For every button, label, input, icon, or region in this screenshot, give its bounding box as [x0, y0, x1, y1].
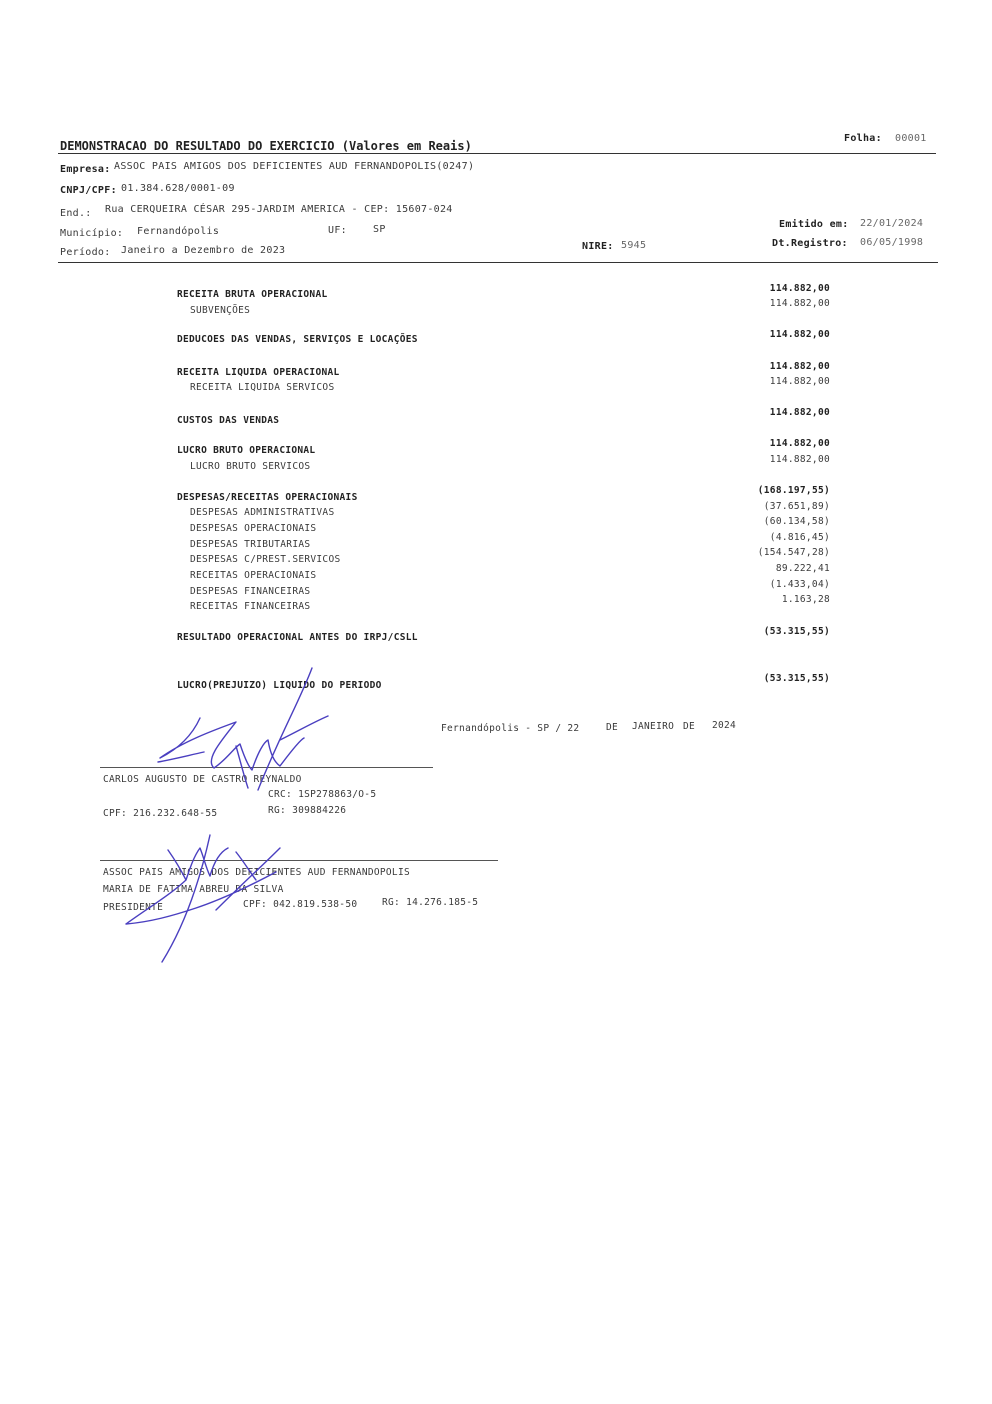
empresa-value: ASSOC PAIS AMIGOS DOS DEFICIENTES AUD FERNANDOPOLIS(0247)	[114, 161, 475, 172]
emitido-value: 22/01/2024	[860, 218, 924, 229]
line-label: DEDUCOES DAS VENDAS, SERVIÇOS E LOCAÇÕES	[177, 334, 418, 345]
folha-label: Folha:	[844, 133, 882, 144]
folha-value: 00001	[895, 133, 927, 144]
line-value: 114.882,00	[769, 376, 830, 387]
line-label: DESPESAS OPERACIONAIS	[190, 523, 317, 534]
line-value: (53.315,55)	[763, 626, 830, 637]
empresa-label: Empresa:	[60, 164, 111, 175]
line-label: RECEITAS OPERACIONAIS	[190, 570, 317, 581]
line-label: RECEITAS FINANCEIRAS	[190, 601, 311, 612]
president-cpf: CPF: 042.819.538-50	[243, 899, 358, 910]
president-rg: RG: 14.276.185-5	[382, 897, 479, 908]
header-rule-bottom	[58, 262, 938, 263]
line-value: 114.882,00	[769, 361, 830, 372]
line-label: RECEITA BRUTA OPERACIONAL	[177, 289, 328, 300]
line-value: (60.134,58)	[763, 516, 830, 527]
line-label: RECEITA LIQUIDA SERVICOS	[190, 382, 335, 393]
line-label: DESPESAS/RECEITAS OPERACIONAIS	[177, 492, 358, 503]
accountant-cpf: CPF: 216.232.648-55	[103, 808, 218, 819]
line-value: 114.882,00	[769, 283, 830, 294]
header-rule-top	[58, 153, 936, 154]
line-label: LUCRO(PREJUIZO) LIQUIDO DO PERIODO	[177, 680, 382, 691]
line-value: (53.315,55)	[763, 673, 830, 684]
line-value: (154.547,28)	[757, 547, 830, 558]
line-value: (37.651,89)	[763, 501, 830, 512]
line-label: RECEITA LIQUIDA OPERACIONAL	[177, 367, 340, 378]
registro-value: 06/05/1998	[860, 237, 924, 248]
line-value: 114.882,00	[769, 454, 830, 465]
uf-label: UF:	[328, 225, 347, 236]
line-label: DESPESAS ADMINISTRATIVAS	[190, 507, 335, 518]
cnpj-value: 01.384.628/0001-09	[121, 183, 235, 194]
president-name: MARIA DE FATIMA ABREU DA SILVA	[103, 884, 284, 895]
periodo-label: Período:	[60, 247, 111, 258]
line-value: 114.882,00	[769, 329, 830, 340]
president-entity: ASSOC PAIS AMIGOS DOS DEFICIENTES AUD FERNANDOPOLIS	[103, 867, 410, 878]
place-month: JANEIRO	[632, 721, 675, 732]
line-value: 1.163,28	[781, 594, 830, 605]
registro-label: Dt.Registro:	[772, 238, 848, 249]
nire-value: 5945	[621, 240, 647, 251]
president-signature-line	[100, 860, 498, 861]
document-title: DEMONSTRACAO DO RESULTADO DO EXERCICIO (Valores em Reais)	[60, 139, 472, 153]
accountant-name: CARLOS AUGUSTO DE CASTRO REYNALDO	[103, 774, 302, 785]
line-value: 89.222,41	[775, 563, 830, 574]
line-label: DESPESAS FINANCEIRAS	[190, 586, 311, 597]
line-value: 114.882,00	[769, 407, 830, 418]
place-city: Fernandópolis - SP / 22	[441, 723, 580, 734]
line-label: CUSTOS DAS VENDAS	[177, 415, 280, 426]
line-label: SUBVENÇÕES	[190, 305, 251, 316]
line-value: (4.816,45)	[769, 532, 830, 543]
line-value: (1.433,04)	[769, 579, 830, 590]
accountant-signature-line	[100, 767, 433, 768]
line-value: 114.882,00	[769, 438, 830, 449]
place-de-1: DE	[606, 722, 619, 733]
line-label: DESPESAS C/PREST.SERVICOS	[190, 554, 341, 565]
line-label: LUCRO BRUTO OPERACIONAL	[177, 445, 316, 456]
periodo-value: Janeiro a Dezembro de 2023	[121, 245, 286, 256]
president-role: PRESIDENTE	[103, 902, 164, 913]
place-year: 2024	[712, 720, 737, 731]
accountant-crc: CRC: 1SP278863/O-5	[268, 789, 377, 800]
municipio-label: Município:	[60, 228, 124, 239]
line-value: (168.197,55)	[757, 485, 830, 496]
nire-label: NIRE:	[582, 241, 614, 252]
line-label: RESULTADO OPERACIONAL ANTES DO IRPJ/CSLL	[177, 632, 418, 643]
line-label: LUCRO BRUTO SERVICOS	[190, 461, 311, 472]
cnpj-label: CNPJ/CPF:	[60, 185, 117, 196]
line-label: DESPESAS TRIBUTARIAS	[190, 539, 311, 550]
municipio-value: Fernandópolis	[137, 226, 220, 237]
endereco-value: Rua CERQUEIRA CÉSAR 295-JARDIM AMERICA - CEP: 15607-024	[105, 204, 453, 215]
uf-value: SP	[373, 224, 386, 235]
endereco-label: End.:	[60, 208, 92, 219]
line-value: 114.882,00	[769, 298, 830, 309]
emitido-label: Emitido em:	[779, 219, 849, 230]
accountant-rg: RG: 309884226	[268, 805, 347, 816]
place-de-2: DE	[683, 721, 696, 732]
